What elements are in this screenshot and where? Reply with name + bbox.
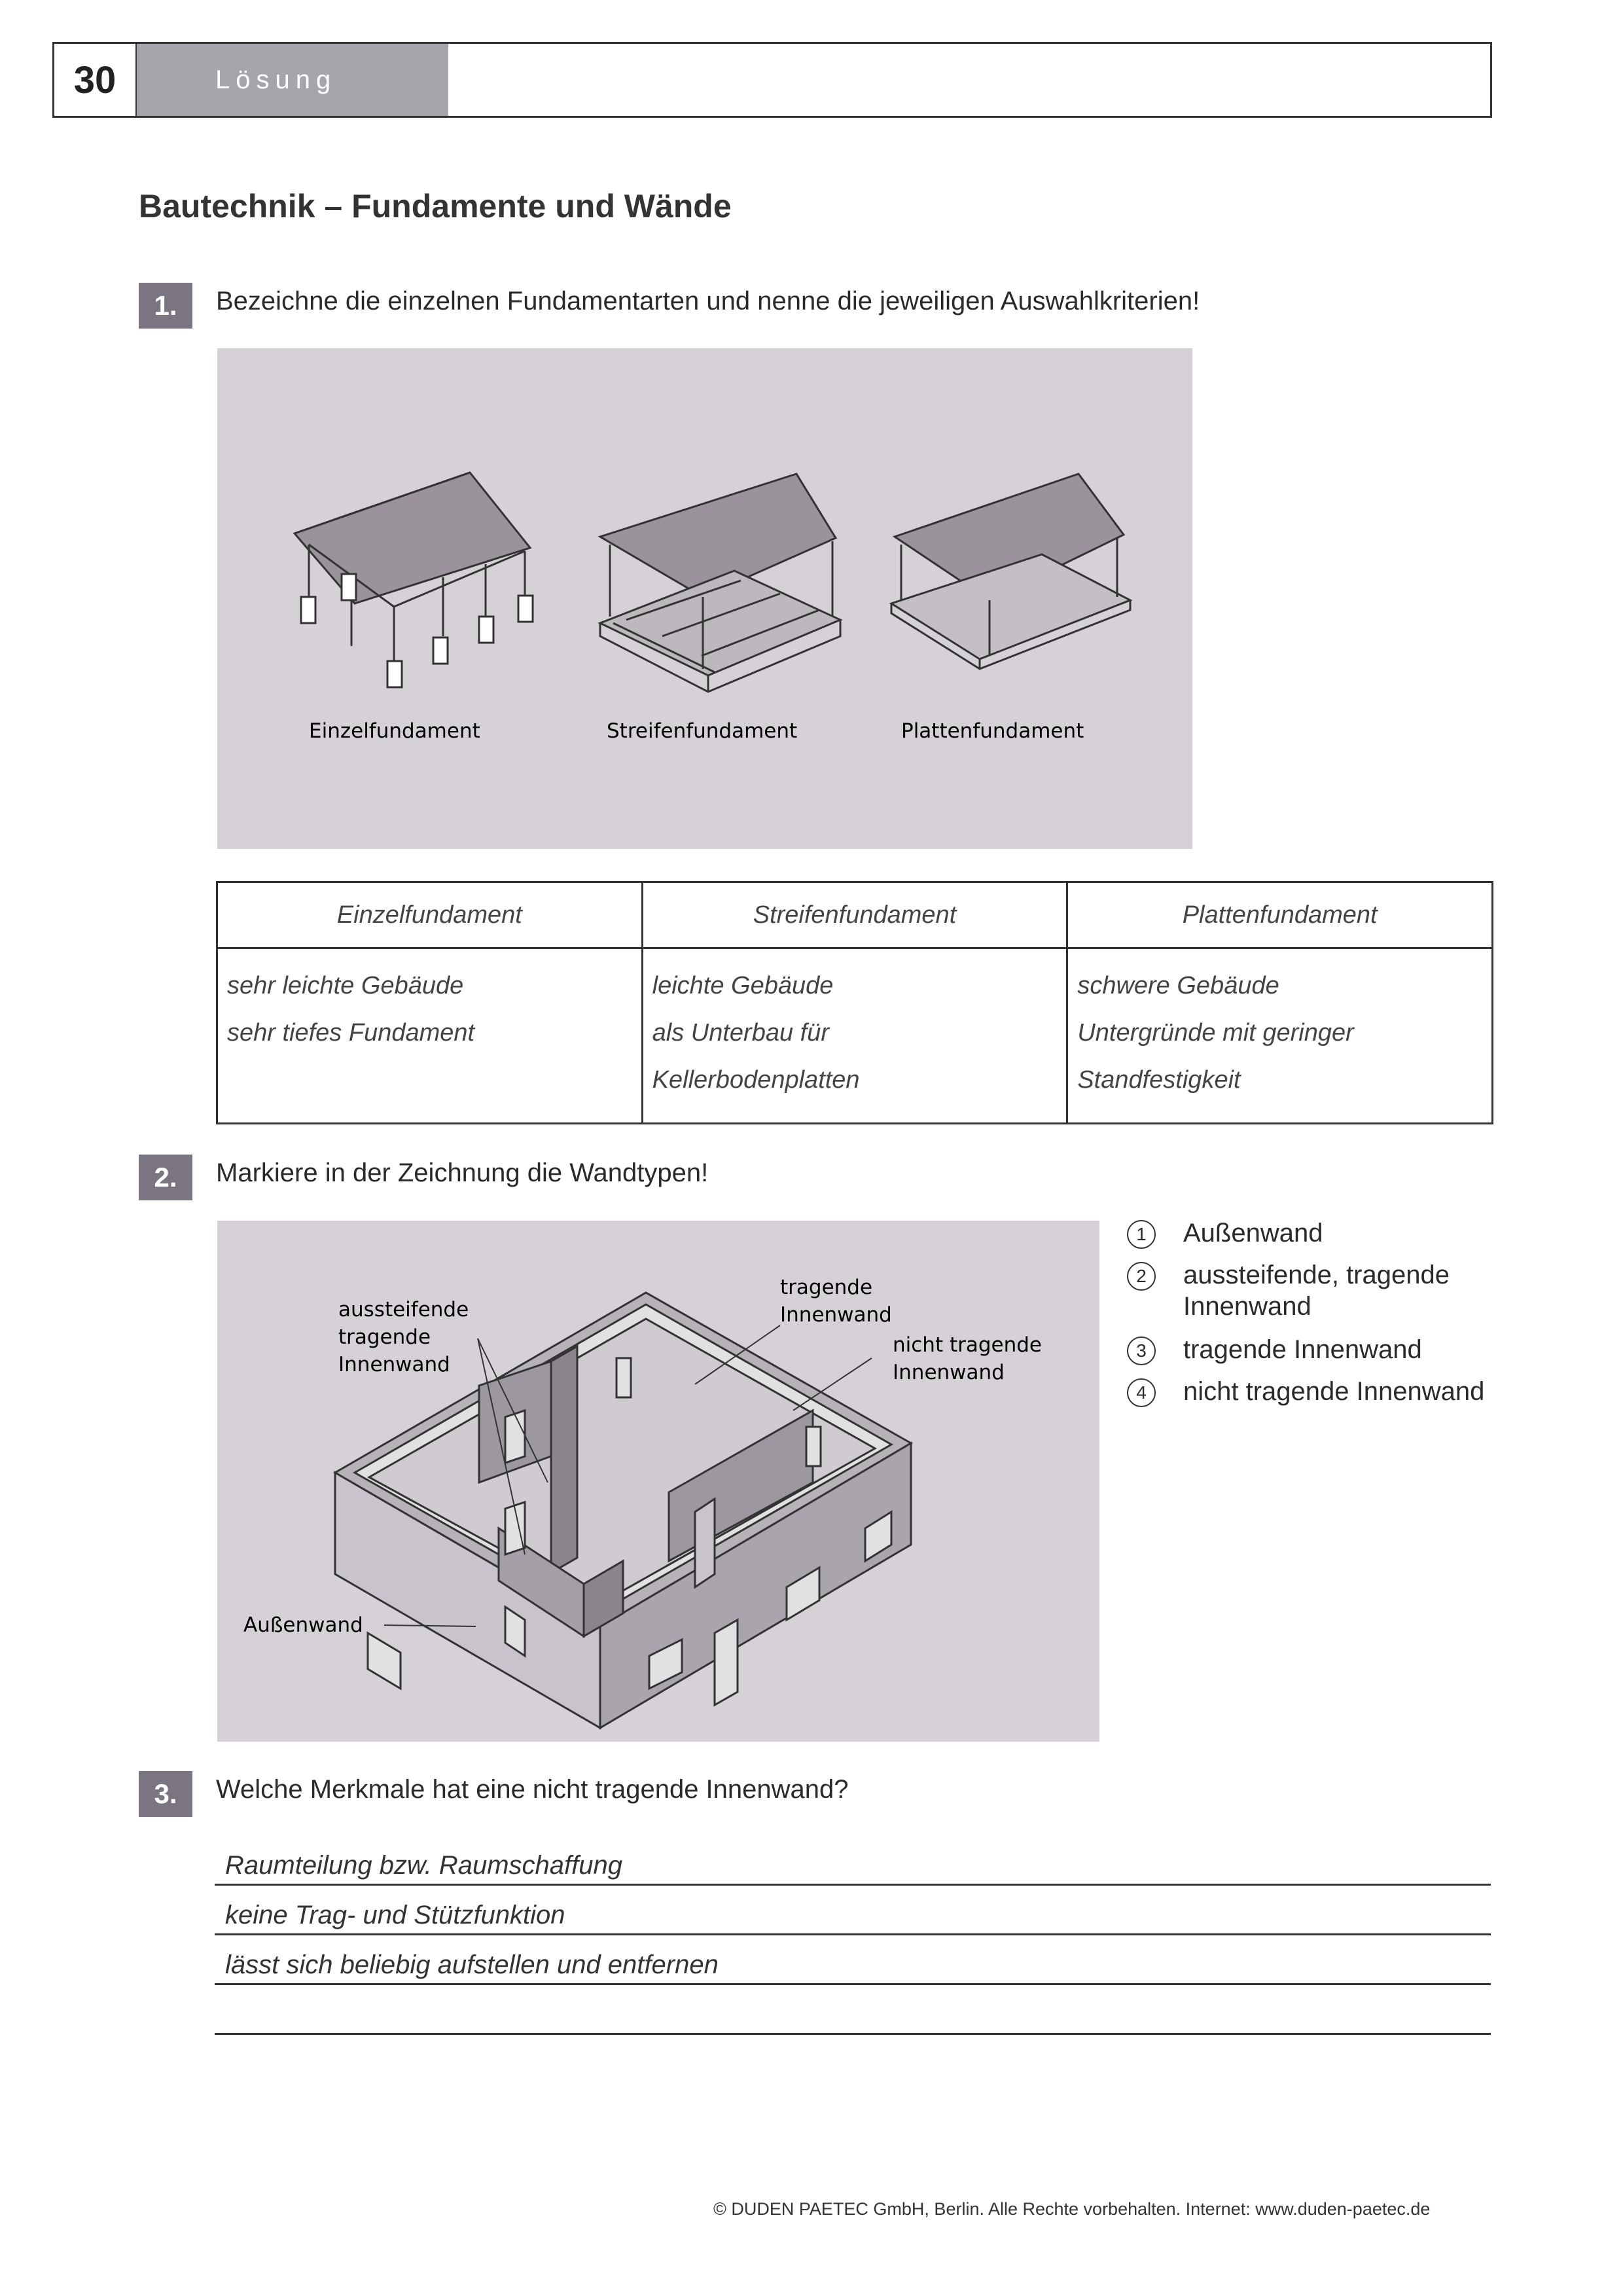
legend-text: Innenwand <box>1183 1292 1311 1321</box>
legend-text: nicht tragende Innenwand <box>1183 1377 1485 1406</box>
foundation-table <box>216 881 1493 1124</box>
fig2-label-stiffening-1: aussteifende <box>338 1298 469 1321</box>
section-label: Lösung <box>137 44 448 116</box>
legend-number: 1 <box>1127 1220 1156 1249</box>
page-number: 30 <box>54 44 137 116</box>
answer-rule-empty <box>215 2032 1491 2035</box>
cell-line: sehr leichte Gebäude <box>227 972 464 999</box>
answer-rule <box>215 1882 1491 1886</box>
cell-line: Kellerbodenplatten <box>652 1066 860 1094</box>
fig2-label-nonbearing-1: nicht tragende <box>893 1333 1043 1357</box>
fig2-label-bearing-1: tragende <box>780 1276 873 1299</box>
wall-types-illustration <box>217 1221 1099 1742</box>
legend-item <box>1127 1376 1485 1407</box>
legend-item <box>1127 1259 1450 1321</box>
cell-line: Standfestigkeit <box>1077 1066 1241 1094</box>
fig1-label-strip: Streifenfundament <box>607 719 798 743</box>
legend-item <box>1127 1217 1323 1249</box>
fig1-label-single: Einzelfundament <box>309 719 480 743</box>
copyright-footer: © DUDEN PAETEC GmbH, Berlin. Alle Rechte vorbehalten. Internet: www.duden-paetec.de <box>713 2199 1431 2219</box>
page-title: Bautechnik – Fundamente und Wände <box>139 188 732 224</box>
fig2-label-stiffening-3: Innenwand <box>338 1353 450 1376</box>
fig2-label-stiffening-2: tragende <box>338 1325 431 1349</box>
foundation-figure <box>217 348 1192 849</box>
table-cell-single <box>217 948 643 1124</box>
legend-text: tragende Innenwand <box>1183 1335 1422 1364</box>
wall-types-figure <box>217 1221 1099 1742</box>
cell-line: schwere Gebäude <box>1077 972 1279 999</box>
table-header: Plattenfundament <box>1067 882 1493 948</box>
fig2-label-bearing-2: Innenwand <box>780 1303 892 1327</box>
legend-number: 2 <box>1127 1262 1156 1291</box>
legend-text: aussteifende, tragende <box>1183 1261 1450 1289</box>
legend-number: 3 <box>1127 1336 1156 1365</box>
cell-line: als Unterbau für <box>652 1019 830 1047</box>
task1-text: Bezeichne die einzelnen Fundamentarten und nenne die jeweiligen Auswahlkriterien! <box>216 287 1200 315</box>
legend-item <box>1127 1334 1422 1365</box>
cell-line: sehr tiefes Fundament <box>227 1019 475 1047</box>
fig2-label-outer: Außenwand <box>243 1613 363 1637</box>
cell-line: Untergründe mit geringer <box>1077 1019 1354 1047</box>
page-header <box>52 42 1492 118</box>
table-header: Streifenfundament <box>642 882 1067 948</box>
strip-foundation-house <box>600 474 840 692</box>
slab-foundation-house <box>891 474 1130 669</box>
task2-text: Markiere in der Zeichnung die Wandtypen! <box>216 1158 709 1187</box>
fig2-label-nonbearing-2: Innenwand <box>893 1361 1005 1384</box>
task1-number: 1. <box>139 283 192 329</box>
task3-text: Welche Merkmale hat eine nicht tragende Innenwand? <box>216 1775 849 1804</box>
table-header: Einzelfundament <box>217 882 643 948</box>
table-cell-slab <box>1067 948 1493 1124</box>
answer-rule <box>215 1982 1491 1985</box>
task2-number: 2. <box>139 1155 192 1200</box>
table-cell-strip <box>642 948 1067 1124</box>
answer-line-2: keine Trag- und Stützfunktion <box>225 1901 565 1929</box>
single-foundation-house <box>294 473 533 687</box>
foundation-illustration <box>217 348 1192 849</box>
table-header-row <box>217 882 1493 948</box>
answer-rule <box>215 1932 1491 1935</box>
fig1-label-slab: Plattenfundament <box>901 719 1084 743</box>
answer-line-3: lässt sich beliebig aufstellen und entfernen <box>225 1950 719 1979</box>
task3-number: 3. <box>139 1771 192 1817</box>
cell-line: leichte Gebäude <box>652 972 834 999</box>
table-row <box>217 948 1493 1124</box>
answer-line-1: Raumteilung bzw. Raumschaffung <box>225 1851 622 1880</box>
legend-text: Außenwand <box>1183 1219 1323 1247</box>
legend-number: 4 <box>1127 1378 1156 1407</box>
